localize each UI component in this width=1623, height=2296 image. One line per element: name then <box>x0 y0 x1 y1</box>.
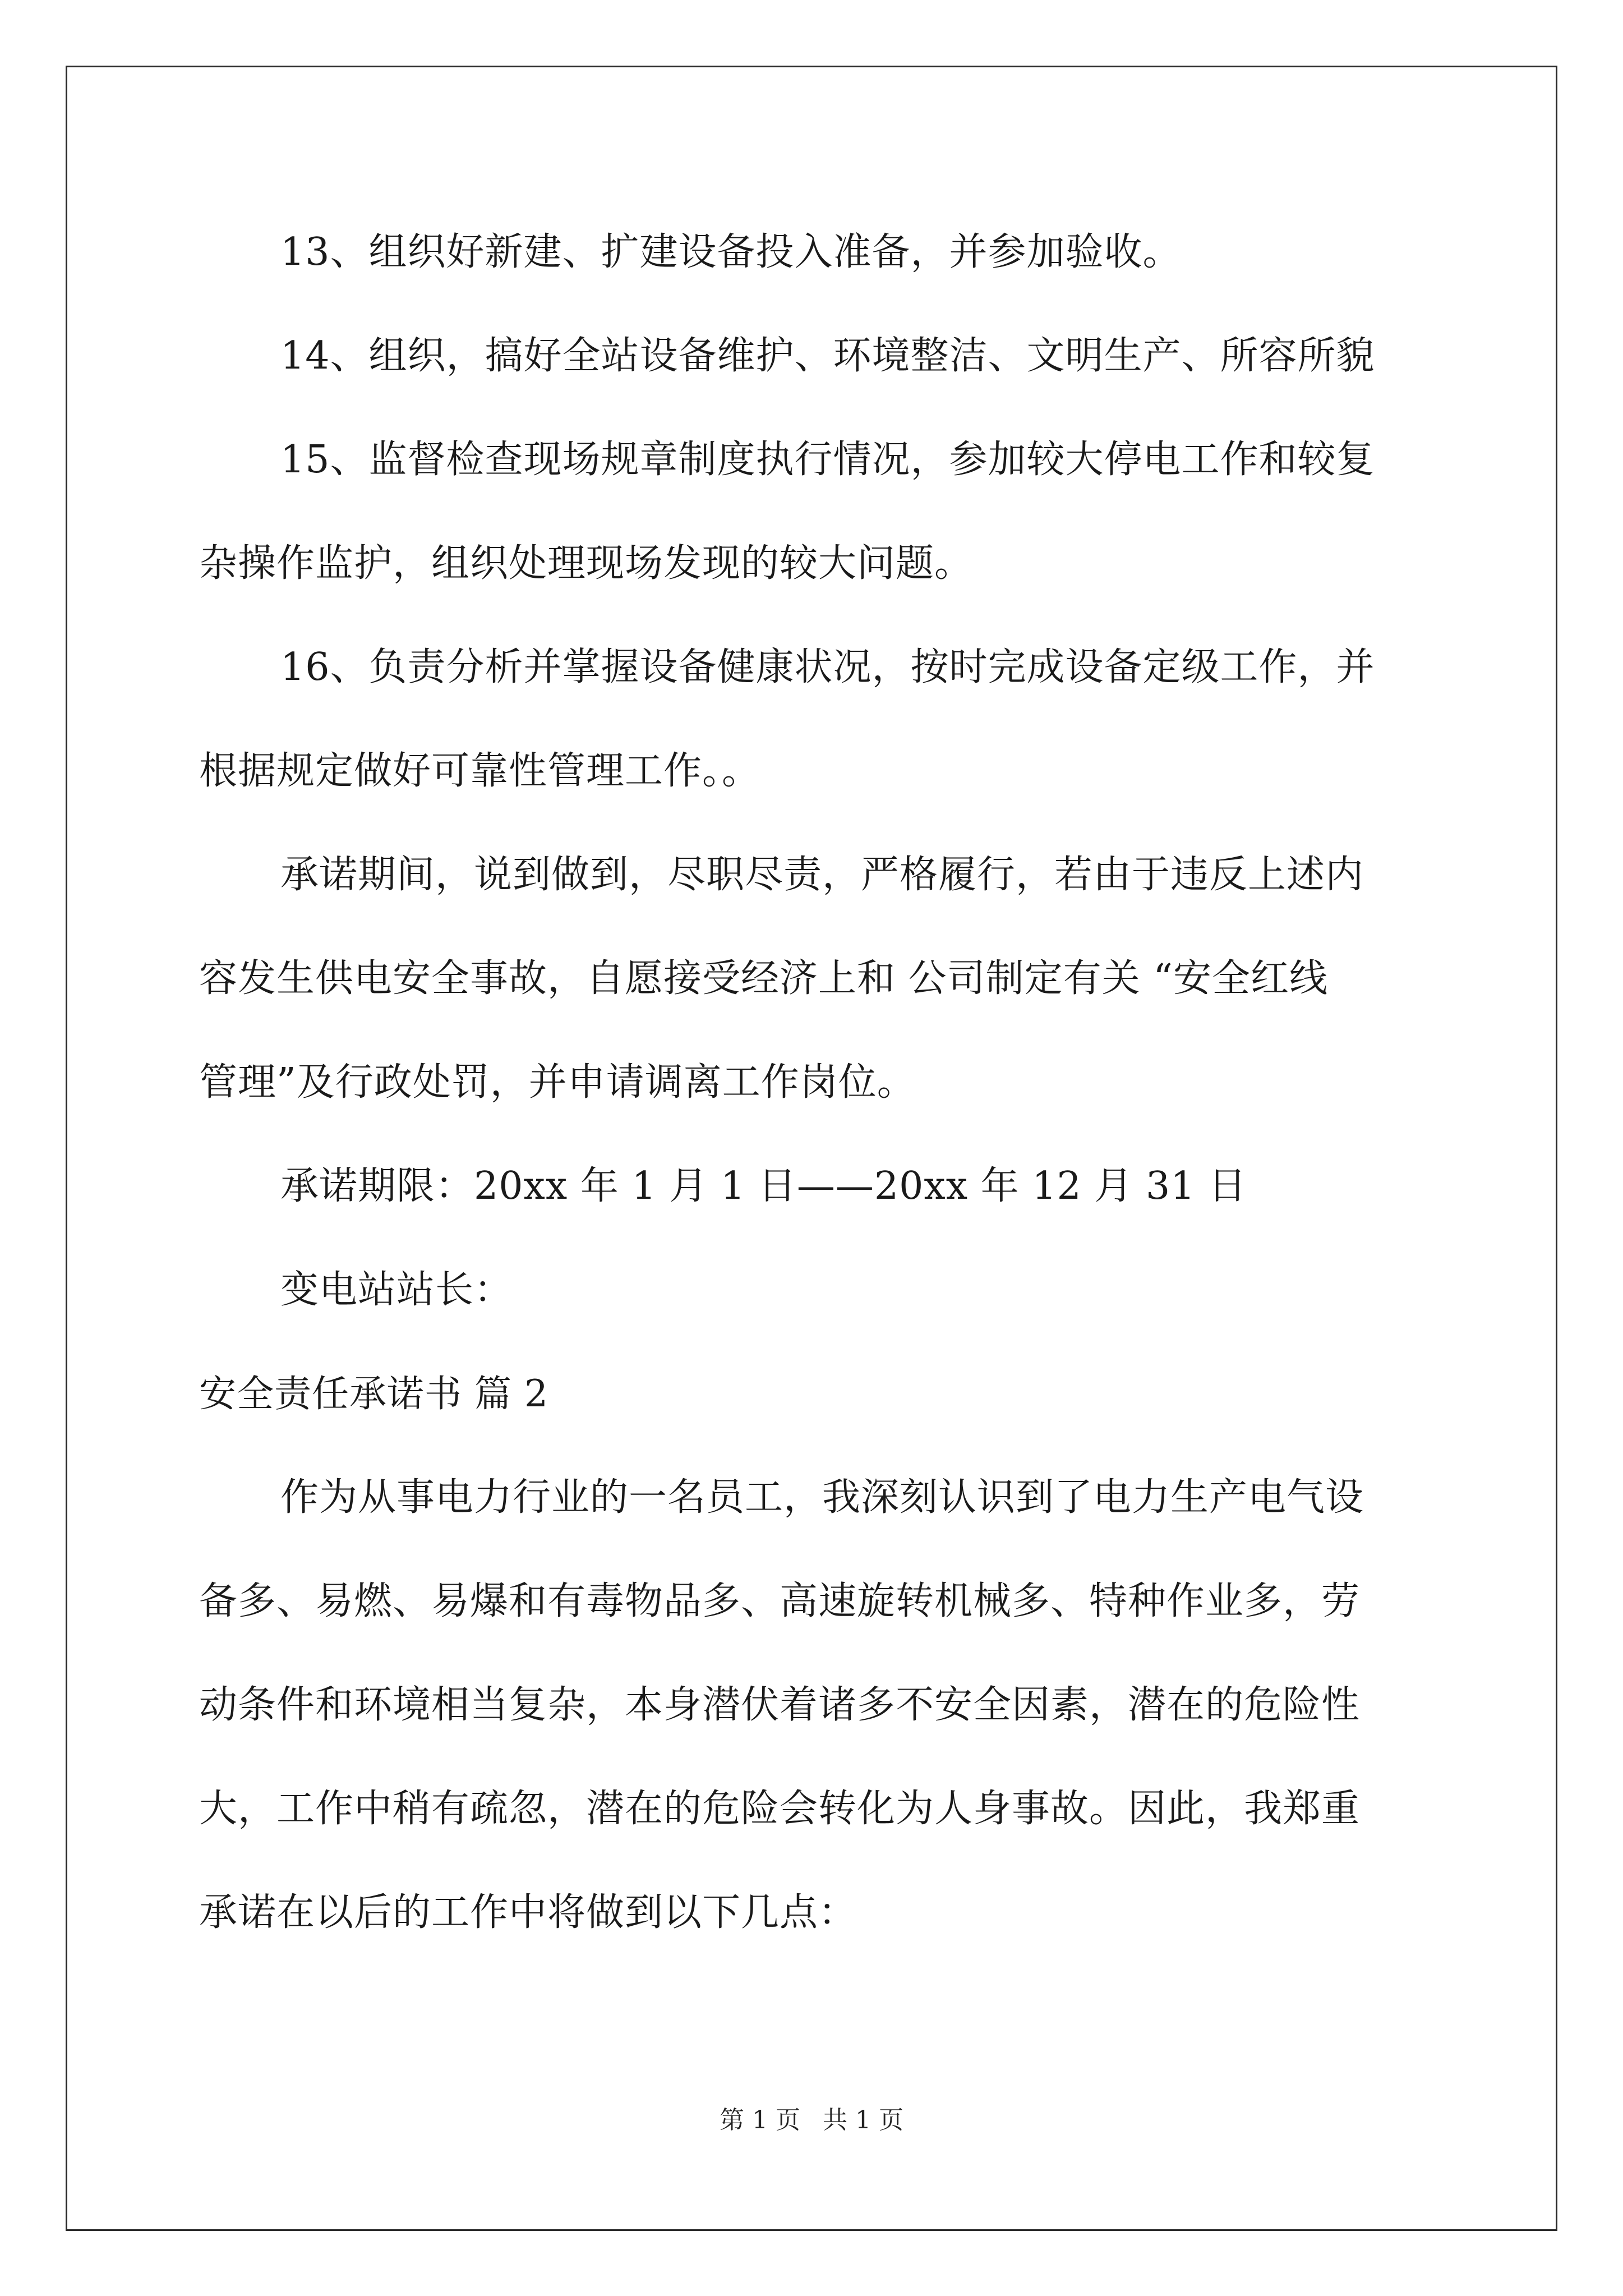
commitment-period-line: 承诺期限：20xx 年 1 月 1 日——20xx 年 12 月 31 日 <box>280 1164 1247 1208</box>
paragraph-line: 承诺期间，说到做到，尽职尽责，严格履行，若由于违反上述内 <box>280 853 1364 897</box>
paragraph-line: 杂操作监护，组织处理现场发现的较大问题。 <box>199 541 974 586</box>
paragraph-line: 备多、易燃、易爆和有毒物品多、高速旋转机械多、特种作业多，劳 <box>199 1579 1361 1623</box>
paragraph-line: 动条件和环境相当复杂，本身潜伏着诸多不安全因素，潜在的危险性 <box>199 1683 1361 1727</box>
paragraph-line: 作为从事电力行业的一名员工，我深刻认识到了电力生产电气设 <box>280 1475 1364 1520</box>
paragraph-line: 管理”及行政处罚，并申请调离工作岗位。 <box>199 1060 916 1105</box>
paragraph-line: 根据规定做好可靠性管理工作。。 <box>199 749 761 793</box>
signature-line: 变电站站长： <box>280 1268 513 1312</box>
paragraph-line: 承诺在以后的工作中将做到以下几点： <box>199 1890 857 1935</box>
section-heading: 安全责任承诺书 篇 2 <box>199 1372 548 1415</box>
page-footer <box>0 2104 1623 2137</box>
paragraph-line: 14、组织，搞好全站设备维护、环境整洁、文明生产、所容所貌 <box>280 334 1375 378</box>
paragraph-line: 13、组织好新建、扩建设备投入准备，并参加验收。 <box>280 230 1182 274</box>
paragraph-line: 容发生供电安全事故，自愿接受经济上和 公司制定有关 “安全红线 <box>199 956 1328 1001</box>
paragraph-line: 大，工作中稍有疏忽，潜在的危险会转化为人身事故。因此，我郑重 <box>199 1787 1361 1831</box>
paragraph-line: 15、监督检查现场规章制度执行情况，参加较大停电工作和较复 <box>280 438 1375 482</box>
page-total: 共 1 页 <box>823 2106 903 2134</box>
paragraph-line: 16、负责分析并掌握设备健康状况，按时完成设备定级工作，并 <box>280 645 1375 689</box>
page-number: 第 1 页 <box>720 2106 800 2134</box>
